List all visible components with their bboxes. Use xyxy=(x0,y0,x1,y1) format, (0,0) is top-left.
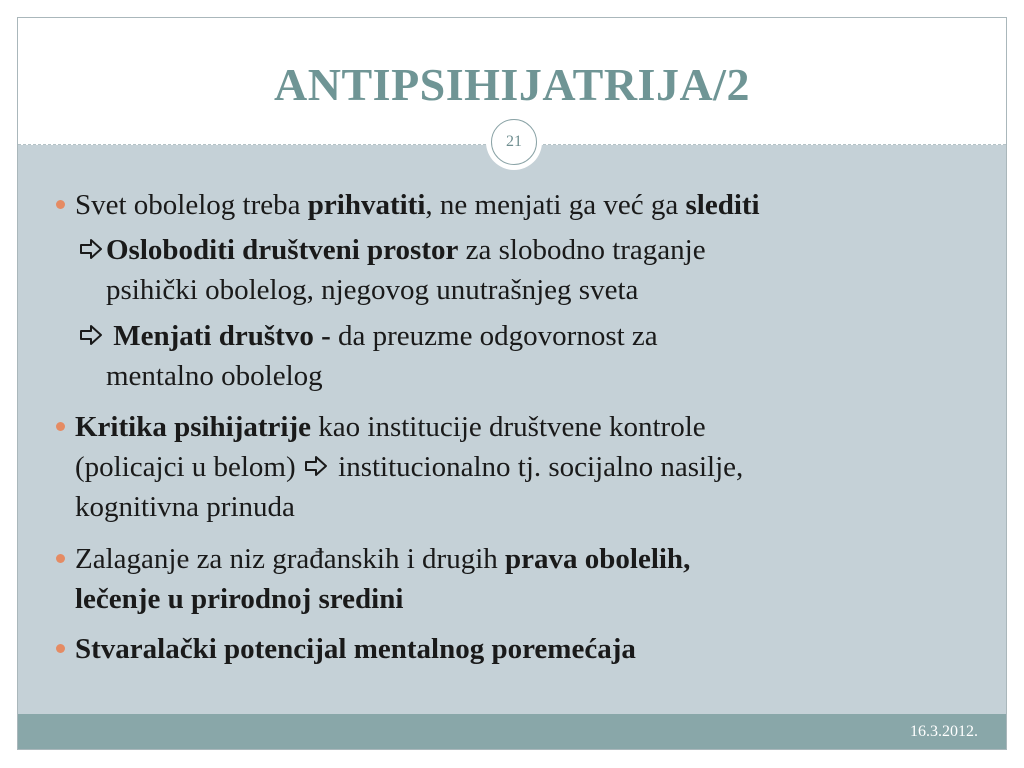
text: da preuzme odgovornost za xyxy=(337,320,658,352)
slide-title: ANTIPSIHIJATRIJA/2 xyxy=(274,59,750,110)
text: kao institucije društvene kontrole xyxy=(311,411,706,443)
bullet-4 xyxy=(75,630,636,668)
bullet-3-line-2 xyxy=(75,580,403,618)
text: Svet obolelog treba xyxy=(75,189,308,221)
bold-text: slediti xyxy=(685,189,760,221)
text: (policajci u belom) xyxy=(75,451,303,483)
bold-text: prava obolelih, xyxy=(505,543,691,575)
page-number: 21 xyxy=(491,119,537,165)
bold-text: lečenje u prirodnoj sredini xyxy=(75,583,404,615)
bold-text: Osloboditi društveni prostor xyxy=(106,234,459,266)
outline-arrow-right-icon xyxy=(303,453,329,479)
bold-text: Menjati društvo - xyxy=(113,320,338,352)
bullet-3 xyxy=(75,540,690,578)
sub-bullet-1-line-2: psihički obolelog, njegovog unutrašnjeg sveta xyxy=(106,274,639,306)
text: , ne menjati ga već ga xyxy=(425,189,686,221)
page-number-badge xyxy=(486,114,542,170)
content-area xyxy=(18,145,1006,716)
sub-bullet-2-line-2: mentalno obolelog xyxy=(106,360,323,392)
text: Zalaganje za niz građanskih i drugih xyxy=(75,543,506,575)
slide-date: 16.3.2012. xyxy=(910,723,978,740)
outline-arrow-right-icon xyxy=(78,322,104,348)
text: za slobodno traganje xyxy=(458,234,706,266)
bullet-dot xyxy=(56,554,65,563)
bullet-dot xyxy=(56,200,65,209)
footer-bar xyxy=(18,714,1006,749)
bullet-2-line-3: kognitivna prinuda xyxy=(75,491,295,523)
bold-text: Kritika psihijatrije xyxy=(75,411,312,443)
bullet-dot xyxy=(56,644,65,653)
bold-text: Stvaralački potencijal mentalnog poremećaja xyxy=(75,633,636,665)
bullet-dot xyxy=(56,422,65,431)
slide xyxy=(17,17,1007,750)
outline-arrow-right-icon xyxy=(78,236,104,262)
sub-bullet-1 xyxy=(78,231,706,269)
sub-bullet-2 xyxy=(78,317,658,355)
bold-text: prihvatiti xyxy=(307,189,426,221)
bullet-2-line-2 xyxy=(75,448,743,486)
bullet-1 xyxy=(75,186,760,224)
bullet-2 xyxy=(75,408,706,446)
text: institucionalno tj. socijalno nasilje, xyxy=(330,451,744,483)
